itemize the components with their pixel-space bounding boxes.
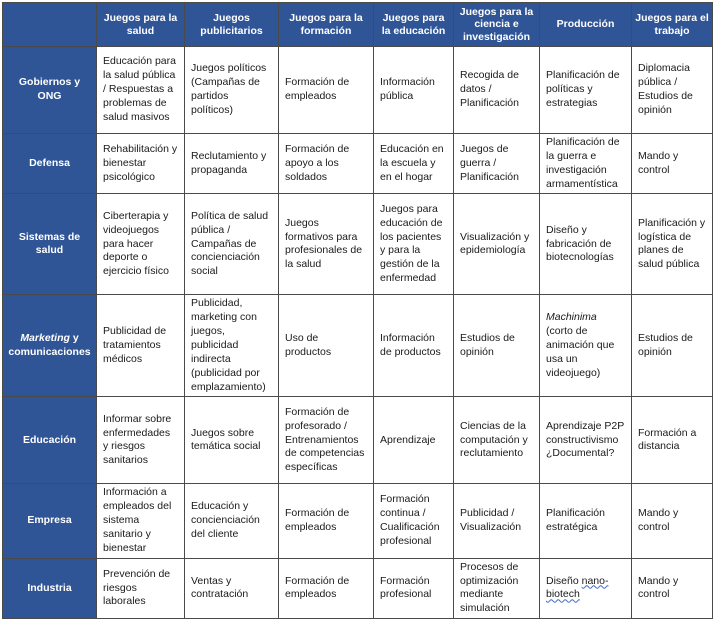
table-cell: Formación de empleados — [279, 47, 374, 134]
table-cell: Ventas y contratación — [185, 558, 279, 618]
table-cell-nano-biotech — [540, 558, 632, 618]
row-header-industria: Industria — [3, 558, 97, 618]
table-row — [3, 397, 713, 484]
table-cell: Formación a distancia — [632, 397, 713, 484]
row-header-sistemas-salud: Sistemas de salud — [3, 194, 97, 295]
table-cell: Publicidad / Visualización — [454, 484, 540, 558]
table-cell: Ciberterapia y videojuegos para hacer deporte o ejercicio físico — [97, 194, 185, 295]
table-cell: Información a empleados del sistema sanitario y bienestar — [97, 484, 185, 558]
col-header-ciencia: Juegos para la ciencia e investigación — [454, 3, 540, 47]
table-cell: Visualización y epidemiología — [454, 194, 540, 295]
col-header-publicitarios: Juegos publicitarios — [185, 3, 279, 47]
table-cell: Formación profesional — [374, 558, 454, 618]
table-row — [3, 295, 713, 397]
table-cell: Publicidad de tratamientos médicos — [97, 295, 185, 397]
table-row — [3, 134, 713, 194]
col-header-trabajo: Juegos para el trabajo — [632, 3, 713, 47]
table-cell-machinima — [540, 295, 632, 397]
table-cell: Política de salud pública / Campañas de concienciación social — [185, 194, 279, 295]
row-header-empresa: Empresa — [3, 484, 97, 558]
table-cell: Juegos políticos (Campañas de partidos políticos) — [185, 47, 279, 134]
table-cell: Aprendizaje P2P constructivismo ¿Documental? — [540, 397, 632, 484]
table-cell: Diplomacia pública / Estudios de opinión — [632, 47, 713, 134]
table-cell: Planificación estratégica — [540, 484, 632, 558]
col-header-salud: Juegos para la salud — [97, 3, 185, 47]
table-row — [3, 558, 713, 618]
table-cell: Formación de apoyo a los soldados — [279, 134, 374, 194]
serious-games-table — [2, 2, 713, 619]
row-header-educacion: Educación — [3, 397, 97, 484]
table-row — [3, 194, 713, 295]
table-cell: Juegos de guerra / Planificación — [454, 134, 540, 194]
table-cell: Mando y control — [632, 134, 713, 194]
table-cell: Publicidad, marketing con juegos, publicidad indirecta (publicidad por emplazamiento) — [185, 295, 279, 397]
table-cell: Juegos formativos para profesionales de la salud — [279, 194, 374, 295]
table-cell: Educación para la salud pública / Respuestas a problemas de salud masivos — [97, 47, 185, 134]
table-cell: Formación de empleados — [279, 558, 374, 618]
table-cell: Mando y control — [632, 558, 713, 618]
table-cell: Formación continua / Cualificación profesional — [374, 484, 454, 558]
row-header-marketing-italic: Marketing — [20, 332, 70, 345]
table-cell: Mando y control — [632, 484, 713, 558]
table-cell: Información pública — [374, 47, 454, 134]
table-cell: Reclutamiento y propaganda — [185, 134, 279, 194]
row-header-gobiernos: Gobiernos y ONG — [3, 47, 97, 134]
design-prefix: Diseño — [546, 574, 582, 587]
table-cell: Información de productos — [374, 295, 454, 397]
table-cell: Juegos para educación de los pacientes y para la gestión de la enfermedad — [374, 194, 454, 295]
table-cell: Prevención de riesgos laborales — [97, 558, 185, 618]
table-cell: Planificación y logística de planes de salud pública — [632, 194, 713, 295]
table-cell: Juegos sobre temática social — [185, 397, 279, 484]
table-cell: Recogida de datos / Planificación — [454, 47, 540, 134]
table-cell: Educación en la escuela y en el hogar — [374, 134, 454, 194]
table-cell: Procesos de optimización mediante simulación — [454, 558, 540, 618]
table-cell: Rehabilitación y bienestar psicológico — [97, 134, 185, 194]
nano-biotech-term: nano-biotech — [546, 574, 609, 601]
col-header-produccion: Producción — [540, 3, 632, 47]
table-cell: Planificación de políticas y estrategias — [540, 47, 632, 134]
row-header-marketing — [3, 295, 97, 397]
col-header-formacion: Juegos para la formación — [279, 3, 374, 47]
table-row — [3, 47, 713, 134]
table-cell: Ciencias de la computación y reclutamiento — [454, 397, 540, 484]
table-cell: Diseño y fabricación de biotecnologías — [540, 194, 632, 295]
table-row — [3, 484, 713, 558]
header-row — [3, 3, 713, 47]
machinima-description: (corto de animación que usa un videojuego) — [546, 325, 615, 379]
table-cell: Aprendizaje — [374, 397, 454, 484]
table-cell: Formación de profesorado / Entrenamientos de competencias específicas — [279, 397, 374, 484]
table-cell: Estudios de opinión — [454, 295, 540, 397]
machinima-term: Machinima — [546, 311, 597, 324]
row-header-marketing-rest: y comunicaciones — [8, 332, 91, 358]
table-cell: Uso de productos — [279, 295, 374, 397]
row-header-defensa: Defensa — [3, 134, 97, 194]
corner-cell — [3, 3, 97, 47]
table-cell: Estudios de opinión — [632, 295, 713, 397]
table-cell: Informar sobre enfermedades y riesgos sanitarios — [97, 397, 185, 484]
col-header-educacion: Juegos para la educación — [374, 3, 454, 47]
table-cell: Educación y concienciación del cliente — [185, 484, 279, 558]
table-cell: Planificación de la guerra e investigación armamentística — [540, 134, 632, 194]
table-cell: Formación de empleados — [279, 484, 374, 558]
